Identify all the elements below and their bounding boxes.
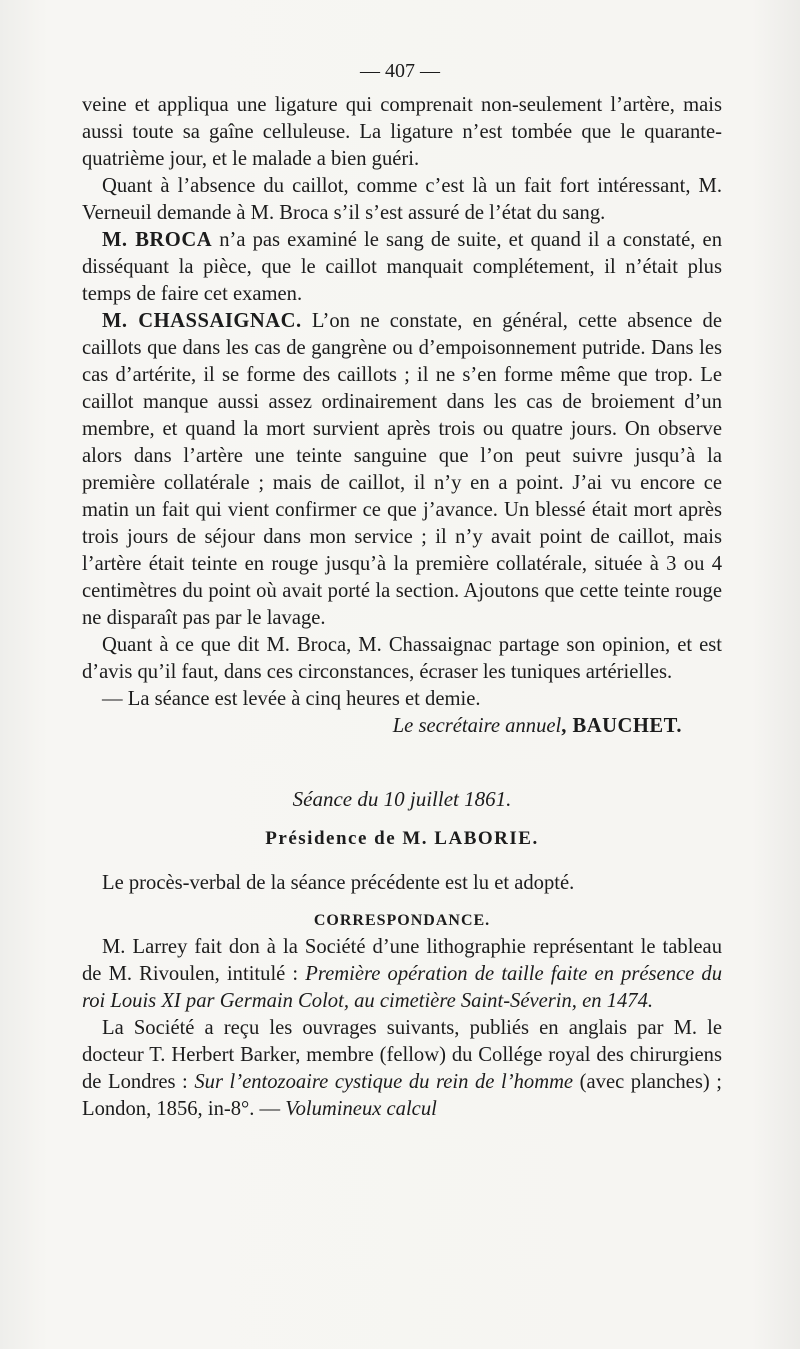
- larrey-title: Première opération de taille faite en présence du roi Louis XI par Germain Colot, au cimetière Saint-Séverin, en 1474.: [82, 963, 723, 1012]
- paragraph-ouvrages: [82, 1015, 722, 1123]
- paragraph-verneuil-question: Quant à l’absence du caillot, comme c’est là un fait fort intéressant, M. Verneuil demande à M. Broca s’il s’est assuré de l’état du sang.: [82, 175, 722, 224]
- paragraph-broca: [82, 227, 722, 308]
- page-body: [82, 92, 722, 1123]
- chassaignac-text: L’on ne constate, en général, cette absence de caillots que dans les cas de gangrène ou d’empoisonnement putride. Dans les cas d’artérite, il se forme des caillots ; il ne s’en forme même que trop. Le caillot manque aussi assez ordinairement dans les cas de broiement d’un membre, et quand la mort survient après trois ou quatre jours. On observe alors dans l’artère une teinte sanguine que l’on peut suivre jusqu’à la première collatérale ; mais de caillot, il n’y en a point. J’ai vu encore ce matin un fait qui vient confirmer ce que j’avance. Un blessé était mort après trois jours de séjour dans mon service ; il n’y avait point de caillot, mais l’artère était teinte en rouge jusqu’à la première collatérale, située à 3 ou 4 centimètres du point où avait porté la section. Ajoutons que cette teinte rouge ne disparaît pas par le lavage.: [82, 310, 722, 629]
- presidence-heading: Présidence de M. LABORIE.: [265, 828, 539, 849]
- page-number: — 407 —: [360, 60, 440, 82]
- speaker-chassaignac: M. CHASSAIGNAC.: [102, 310, 302, 332]
- proces-verbal: Le procès-verbal de la séance précédente est lu et adopté.: [102, 872, 575, 894]
- signature-name: , BAUCHET.: [561, 715, 682, 737]
- signature-title: Le secrétaire annuel: [392, 715, 562, 737]
- ouvrages-title-1: Sur l’entozoaire cystique du rein de l’homme: [194, 1071, 574, 1093]
- paragraph-seance-levee: — La séance est levée à cinq heures et demie.: [102, 688, 481, 710]
- ouvrages-text-2: (avec planches) ; London, 1856, in-8°. —: [82, 1071, 722, 1120]
- speaker-broca: M. BROCA: [102, 229, 213, 251]
- broca-text: n’a pas examiné le sang de suite, et quand il a constaté, en disséquant la pièce, que le caillot manquait complétement, il n’était plus temps de faire cet examen.: [82, 229, 722, 305]
- paragraph-broca-opinion: Quant à ce que dit M. Broca, M. Chassaignac partage son opinion, et est d’avis qu’il faut, dans ces circonstances, écraser les tuniques artérielles.: [82, 634, 722, 683]
- paragraph-ligature: veine et appliqua une ligature qui comprenait non-seulement l’artère, mais aussi toute sa gaîne celluleuse. La ligature n’est tombée que le quarante-quatrième jour, et le malade a bien guéri.: [82, 94, 722, 170]
- ouvrages-text: La Société a reçu les ouvrages suivants, publiés en anglais par M. le docteur T. Herbert Barker, membre (fellow) du Collége royal des chirurgiens de Londres :: [82, 1017, 722, 1093]
- signature: [82, 713, 722, 740]
- seance-heading: Séance du 10 juillet 1861.: [292, 787, 512, 811]
- ouvrages-title-2: Volumineux calcul: [285, 1098, 437, 1120]
- paragraph-larrey: [82, 934, 722, 1015]
- correspondance-heading: CORRESPONDANCE.: [313, 912, 491, 929]
- paragraph-chassaignac: [82, 308, 722, 632]
- larrey-text: M. Larrey fait don à la Société d’une lithographie représentant le tableau de M. Rivoulen, intitulé :: [82, 936, 722, 985]
